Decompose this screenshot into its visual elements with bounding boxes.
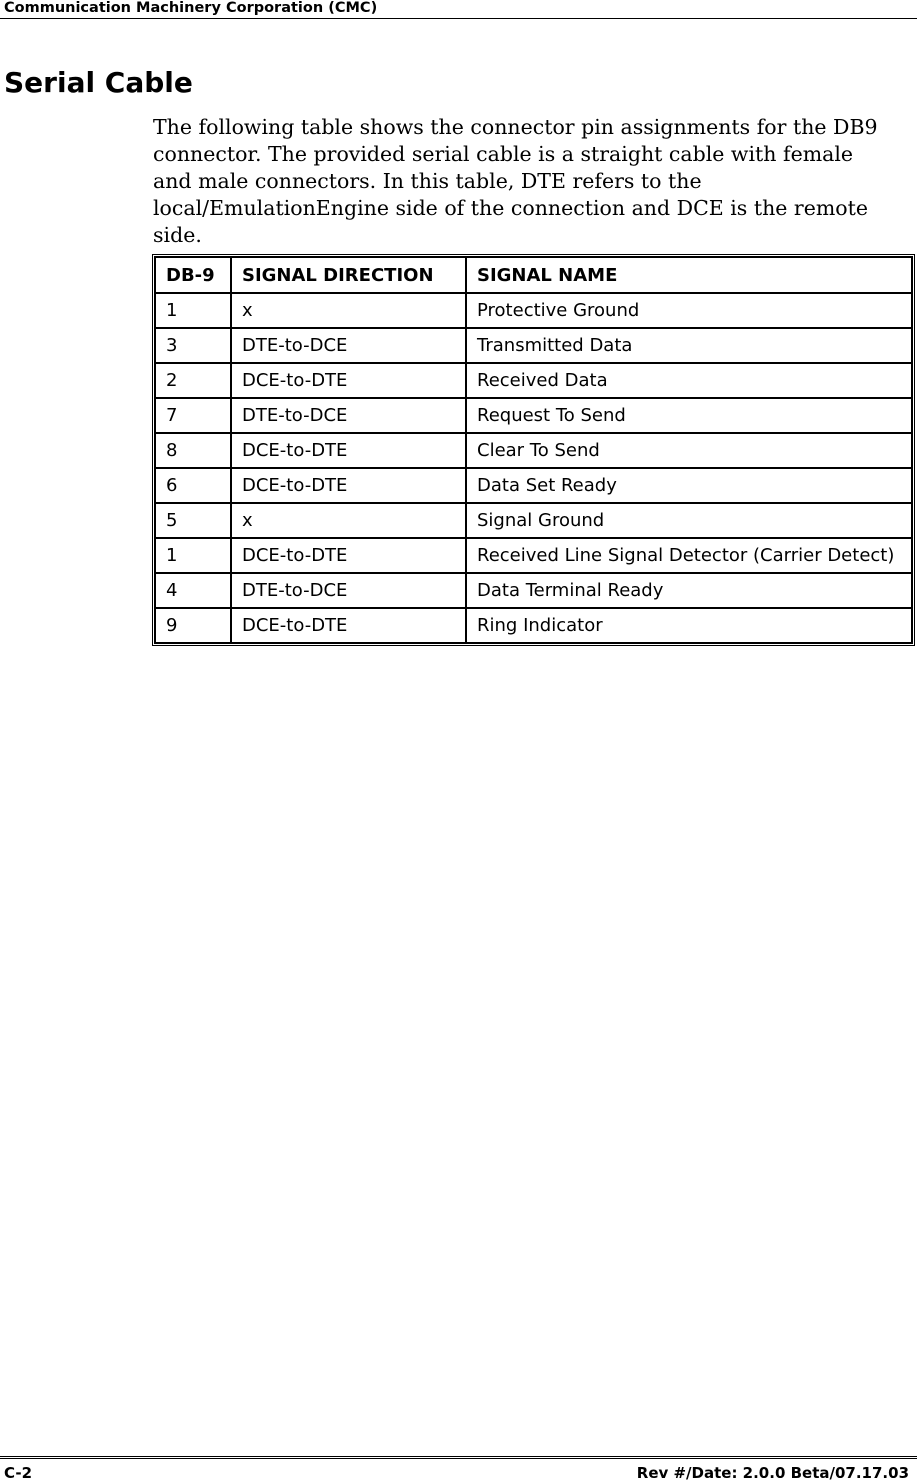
pin-number: 1 [155,538,231,573]
header-signal-direction: SIGNAL DIRECTION [231,257,466,293]
page-number: C-2 [4,1464,33,1482]
table-row [155,608,912,643]
table-row [155,538,912,573]
table-row [155,398,912,433]
pin-number: 6 [155,468,231,503]
signal-name: Data Terminal Ready [466,573,912,608]
pin-number: 3 [155,328,231,363]
table-row [155,573,912,608]
table-row [155,293,912,328]
revision-info: Rev #/Date: 2.0.0 Beta/07.17.03 [636,1464,909,1482]
signal-name: Transmitted Data [466,328,912,363]
table-row [155,468,912,503]
table-row [155,503,912,538]
pin-number: 9 [155,608,231,643]
signal-direction: DCE-to-DTE [231,363,466,398]
signal-name: Clear To Send [466,433,912,468]
table-row [155,363,912,398]
signal-name: Data Set Ready [466,468,912,503]
running-header: Communication Machinery Corporation (CMC) [0,0,917,19]
running-footer [0,1456,917,1483]
header-signal-name: SIGNAL NAME [466,257,912,293]
signal-direction: DCE-to-DTE [231,433,466,468]
pin-number: 2 [155,363,231,398]
table-row [155,328,912,363]
signal-direction: DTE-to-DCE [231,573,466,608]
pin-number: 7 [155,398,231,433]
signal-name: Received Line Signal Detector (Carrier Detect) [466,538,912,573]
pin-number: 8 [155,433,231,468]
signal-direction: DCE-to-DTE [231,468,466,503]
pin-number: 5 [155,503,231,538]
section-title: Serial Cable [4,66,193,99]
table-header-row [155,257,912,293]
signal-direction: DCE-to-DTE [231,608,466,643]
table-row [155,433,912,468]
signal-name: Received Data [466,363,912,398]
signal-direction: DTE-to-DCE [231,328,466,363]
pin-number: 4 [155,573,231,608]
pin-assignment-table [152,254,915,646]
signal-direction: DTE-to-DCE [231,398,466,433]
signal-name: Protective Ground [466,293,912,328]
intro-paragraph: The following table shows the connector pin assignments for the DB9 connector. The provided serial cable is a straight cable with female and male connectors. In this table, DTE refers to the local/EmulationEngine side of the connection and DCE is the remote side. [153,115,878,247]
signal-direction: x [231,293,466,328]
signal-name: Ring Indicator [466,608,912,643]
header-db9: DB-9 [155,257,231,293]
signal-direction: x [231,503,466,538]
signal-name: Signal Ground [466,503,912,538]
signal-name: Request To Send [466,398,912,433]
signal-direction: DCE-to-DTE [231,538,466,573]
pin-number: 1 [155,293,231,328]
